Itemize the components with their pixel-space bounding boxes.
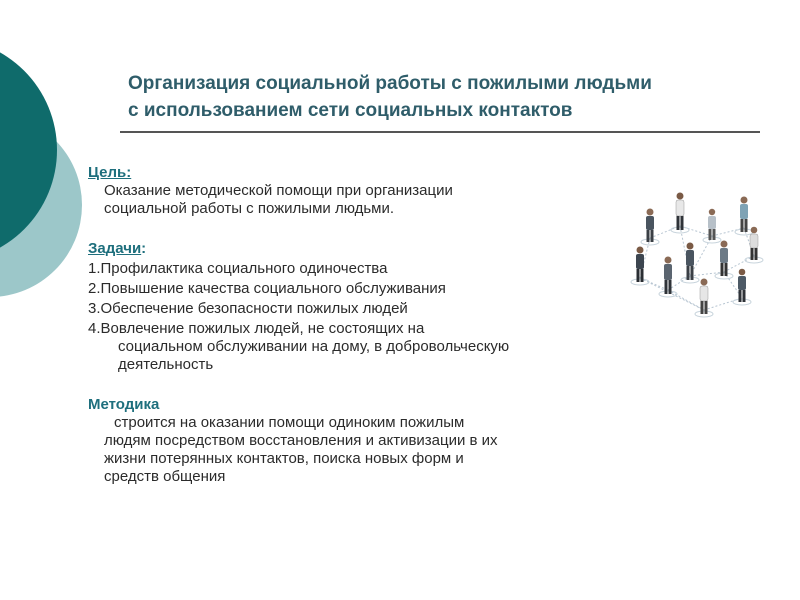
task-item-2 bbox=[88, 280, 648, 298]
title-line-1: Организация социальной работы с пожилыми людьми bbox=[128, 73, 652, 94]
person-figure bbox=[700, 279, 708, 315]
task-item-4 bbox=[88, 320, 648, 374]
person-figure bbox=[738, 269, 746, 302]
tasks-heading-colon: : bbox=[141, 240, 147, 257]
method-line-4: средств общения bbox=[104, 468, 226, 485]
person-figure bbox=[740, 197, 748, 233]
person-figure bbox=[708, 209, 716, 240]
method-text bbox=[88, 414, 648, 486]
goal-line-2: социальной работы с пожилыми людьми. bbox=[104, 200, 395, 217]
task-item-1 bbox=[88, 260, 648, 278]
goal-text bbox=[88, 182, 648, 218]
people-network-icon bbox=[626, 178, 776, 338]
tasks-heading bbox=[88, 240, 648, 258]
tasks-heading-label: Задачи bbox=[88, 240, 142, 257]
title-line-2: с использованием сети социальных контактов bbox=[128, 100, 573, 121]
method-heading: Методика bbox=[88, 396, 160, 413]
person-figure bbox=[636, 247, 644, 283]
person-figure bbox=[676, 193, 684, 231]
method-line-3: жизни потерянных контактов, поиска новых форм и bbox=[104, 450, 464, 467]
slide-content bbox=[88, 164, 648, 486]
method-line-2: людям посредством восстановления и активизации в их bbox=[104, 432, 498, 449]
task-4-line-1: 4.Вовлечение пожилых людей, не состоящих на bbox=[88, 320, 425, 337]
task-1-line-1: 1.Профилактика социального одиночества bbox=[88, 260, 388, 277]
method-line-1: строится на оказании помощи одиноким пожилым bbox=[114, 414, 465, 431]
task-4-line-3: деятельность bbox=[118, 356, 214, 373]
task-4-line-2: социальном обслуживании на дому, в добровольческую bbox=[118, 338, 510, 355]
task-item-3 bbox=[88, 300, 648, 318]
slide-title bbox=[128, 70, 768, 124]
person-figure bbox=[664, 257, 672, 295]
goal-line-1: Оказание методической помощи при организации bbox=[104, 182, 453, 199]
person-figure bbox=[646, 209, 654, 243]
goal-heading: Цель: bbox=[88, 164, 132, 181]
title-divider bbox=[120, 131, 760, 133]
task-2-line-1: 2.Повышение качества социального обслуживания bbox=[88, 280, 446, 297]
task-3-line-1: 3.Обеспечение безопасности пожилых людей bbox=[88, 300, 408, 317]
person-figure bbox=[720, 241, 728, 277]
